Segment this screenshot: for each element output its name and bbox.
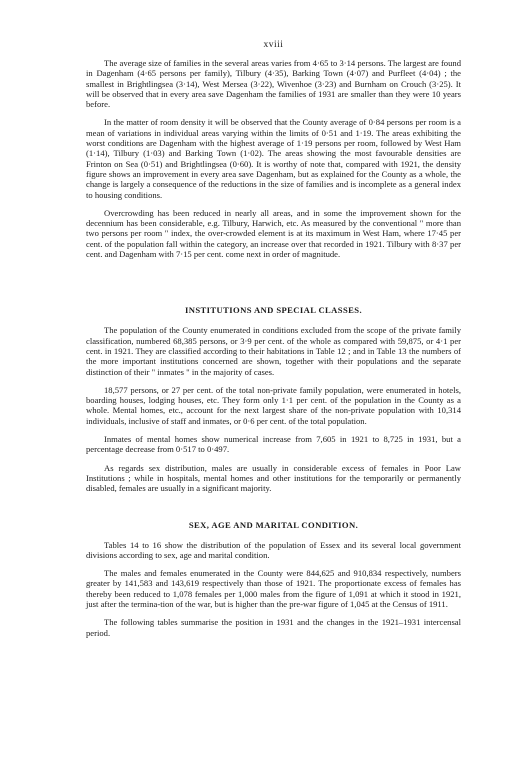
paragraph: In the matter of room density it will be observed that the County average of 0·84 persons per room is a mean of variations in individual areas varying within the limits of 0·51 and 1·19. The areas exhibiting the worst conditions are Dagenham with the highest average of 1·19 persons per room, followed by West Ham (1·14), Tilbury (1·03) and Barking Town (1·02). The areas showing the most favourable densities are Frinton on Sea (0·51) and Brightlingsea (0·60). It is worthy of note that, compared with 1921, the density figure shows an improvement in every area save Dagenham, but as explained for the County as a whole, the change is largely a consequence of the reductions in the size of families and is incomplete as a general index to housing conditions.: [86, 117, 461, 200]
paragraph: Inmates of mental homes show numerical increase from 7,605 in 1921 to 8,725 in 1931, but a percentage decrease from 0·517 to 0·497.: [86, 434, 461, 455]
paragraph: 18,577 persons, or 27 per cent. of the total non-private family population, were enumerated in hotels, boarding houses, lodging houses, etc. They form only 1·1 per cent. of the population in the County as a whole. Mental homes, etc., account for the next largest share of the non-private population with 10,314 individuals, inclusive of staff and inmates, or 0·6 per cent. of the total population.: [86, 384, 461, 426]
page-number: xviii: [263, 40, 284, 50]
paragraph: As regards sex distribution, males are usually in considerable excess of females in Poor Law Institutions ; while in hospitals, mental homes and other institutions for the temporarily or permanently disabled, females are usually in a significant majority.: [86, 462, 461, 494]
section-heading: SEX, AGE AND MARITAL CONDITION.: [188, 519, 359, 530]
paragraph: The males and females enumerated in the County were 844,625 and 910,834 respectively, numbers greater by 141,583 and 143,619 respectively than those of 1921. The proportionate excess of females has thereby been reduced to 1,078 females per 1,000 males from the figure of 1,091 at which it stood in 1921, just after the termina-tion of the war, but is higher than the pre-war figure of 1,045 at the Census of 1911.: [86, 568, 461, 609]
paragraph: The population of the County enumerated in conditions excluded from the scope of the private family classification, numbered 68,385 persons, or 3·9 per cent. of the whole as compared with 59,875, or 4·1 per cent. in 1921. They are classified according to their habitations in Table 12 ; and in Table 13 the numbers of the more important institutions concerned are shown, together with their populations and the separate distinction of their " inmates " in the majority of cases.: [86, 325, 461, 377]
section-sex-age-marital: [86, 520, 461, 638]
section-institutions: [86, 305, 461, 493]
section-heading: INSTITUTIONS AND SPECIAL CLASSES.: [184, 305, 363, 316]
paragraph: The following tables summarise the position in 1931 and the changes in the 1921–1931 intercensal period.: [86, 617, 461, 638]
paragraph: Tables 14 to 16 show the distribution of the population of Essex and its several local government divisions according to sex, age and marital condition.: [86, 539, 461, 560]
section-family-size: [86, 58, 461, 259]
paragraph: The average size of families in the several areas varies from 4·65 to 3·14 persons. The largest are found in Dagenham (4·65 persons per family), Tilbury (4·35), Barking Town (4·07) and Purfleet (4·04) ; the smallest in Brightlingsea (3·14), West Mersea (3·22), Wivenhoe (3·23) and Burnham on Crouch (3·25). It will be observed that in every area save Dagenham the families of 1931 are smaller than they were 10 years before.: [86, 58, 461, 110]
paragraph: Overcrowding has been reduced in nearly all areas, and in some the improvement shown for the decennium has been considerable, e.g. Tilbury, Harwich, etc. As measured by the conventional " more than two persons per room " index, the over-crowded element is at its maximum in West Ham, where 17·45 per cent. of the population fall within the category, an increase over that recorded in 1921. Tilbury with 8·37 per cent. and Dagenham with 7·15 per cent. come next in order of magnitude.: [86, 207, 461, 260]
